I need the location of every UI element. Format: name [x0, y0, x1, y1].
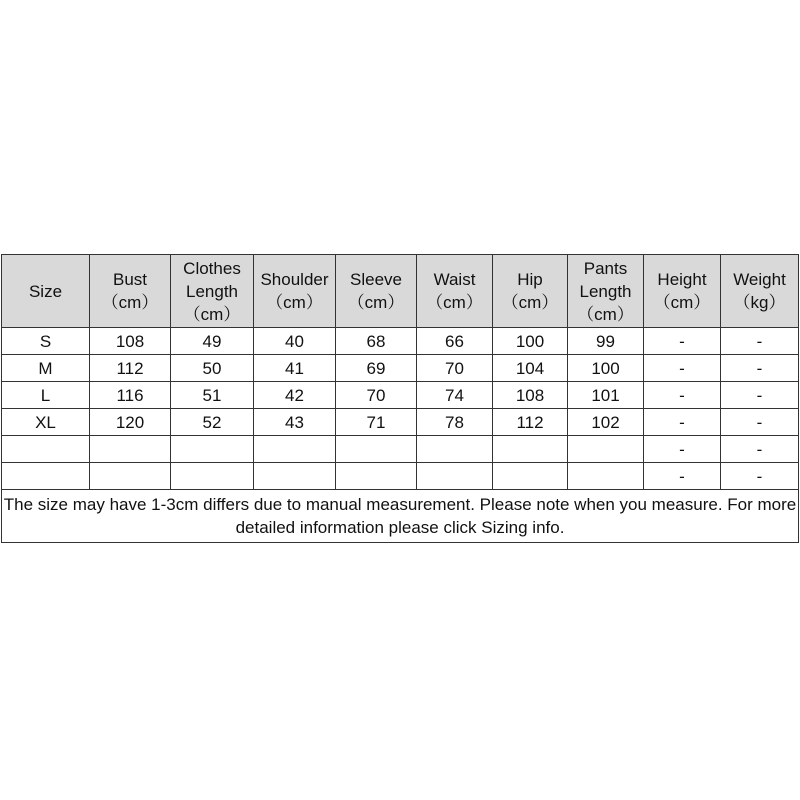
table-cell: 43	[254, 409, 336, 436]
table-cell	[493, 463, 568, 490]
header-row	[2, 255, 799, 328]
table-cell: 120	[90, 409, 171, 436]
table-cell	[417, 436, 493, 463]
table-cell: 40	[254, 328, 336, 355]
table-cell: 69	[336, 355, 417, 382]
table-cell: -	[721, 463, 799, 490]
table-cell	[254, 436, 336, 463]
table-cell: 104	[493, 355, 568, 382]
table-cell: -	[644, 328, 721, 355]
table-cell: -	[644, 463, 721, 490]
table-cell: 108	[493, 382, 568, 409]
table-cell	[336, 463, 417, 490]
table-cell: L	[2, 382, 90, 409]
table-cell: -	[644, 436, 721, 463]
table-cell	[417, 463, 493, 490]
table-cell	[90, 436, 171, 463]
table-cell	[568, 463, 644, 490]
measurement-note: The size may have 1-3cm differs due to manual measurement. Please note when you measure. For more detailed information please click Sizing info.	[2, 490, 799, 543]
table-cell: 78	[417, 409, 493, 436]
table-cell	[171, 436, 254, 463]
table-cell: 42	[254, 382, 336, 409]
table-cell	[2, 436, 90, 463]
table-cell: -	[721, 409, 799, 436]
table-cell: 112	[90, 355, 171, 382]
table-cell	[493, 436, 568, 463]
table-cell: 71	[336, 409, 417, 436]
table-cell: 100	[493, 328, 568, 355]
table-cell: 100	[568, 355, 644, 382]
note-row	[2, 490, 799, 543]
header-sleeve: Sleeve （cm）	[336, 255, 417, 328]
table-row	[2, 328, 799, 355]
table-cell: 49	[171, 328, 254, 355]
table-cell	[90, 463, 171, 490]
table-row	[2, 463, 799, 490]
table-cell: 52	[171, 409, 254, 436]
table-row	[2, 382, 799, 409]
header-height: Height （cm）	[644, 255, 721, 328]
table-cell	[568, 436, 644, 463]
table-row	[2, 409, 799, 436]
header-weight: Weight （kg）	[721, 255, 799, 328]
table-cell: 51	[171, 382, 254, 409]
table-row	[2, 436, 799, 463]
table-cell	[336, 436, 417, 463]
table-cell: 70	[417, 355, 493, 382]
table-cell: 68	[336, 328, 417, 355]
table-cell: 50	[171, 355, 254, 382]
table-cell	[2, 463, 90, 490]
table-cell: -	[721, 436, 799, 463]
table-cell: 41	[254, 355, 336, 382]
header-bust: Bust （cm）	[90, 255, 171, 328]
table-cell	[254, 463, 336, 490]
table-cell: XL	[2, 409, 90, 436]
table-cell: -	[644, 382, 721, 409]
table-cell: 99	[568, 328, 644, 355]
table-cell: S	[2, 328, 90, 355]
table-cell: -	[721, 382, 799, 409]
table-cell: -	[644, 409, 721, 436]
header-shoulder: Shoulder （cm）	[254, 255, 336, 328]
table-cell: 70	[336, 382, 417, 409]
size-chart-table	[1, 254, 799, 543]
table-cell: 101	[568, 382, 644, 409]
table-cell: 108	[90, 328, 171, 355]
table-cell: 112	[493, 409, 568, 436]
header-size: Size	[2, 255, 90, 328]
table-cell: 74	[417, 382, 493, 409]
header-clothes-length: Clothes Length （cm）	[171, 255, 254, 328]
table-row	[2, 355, 799, 382]
table-cell: -	[721, 328, 799, 355]
header-waist: Waist （cm）	[417, 255, 493, 328]
header-hip: Hip （cm）	[493, 255, 568, 328]
table-cell: 102	[568, 409, 644, 436]
header-pants-length: Pants Length （cm）	[568, 255, 644, 328]
table-cell: M	[2, 355, 90, 382]
table-cell: 116	[90, 382, 171, 409]
table-cell	[171, 463, 254, 490]
table-cell: 66	[417, 328, 493, 355]
table-cell: -	[644, 355, 721, 382]
table-cell: -	[721, 355, 799, 382]
